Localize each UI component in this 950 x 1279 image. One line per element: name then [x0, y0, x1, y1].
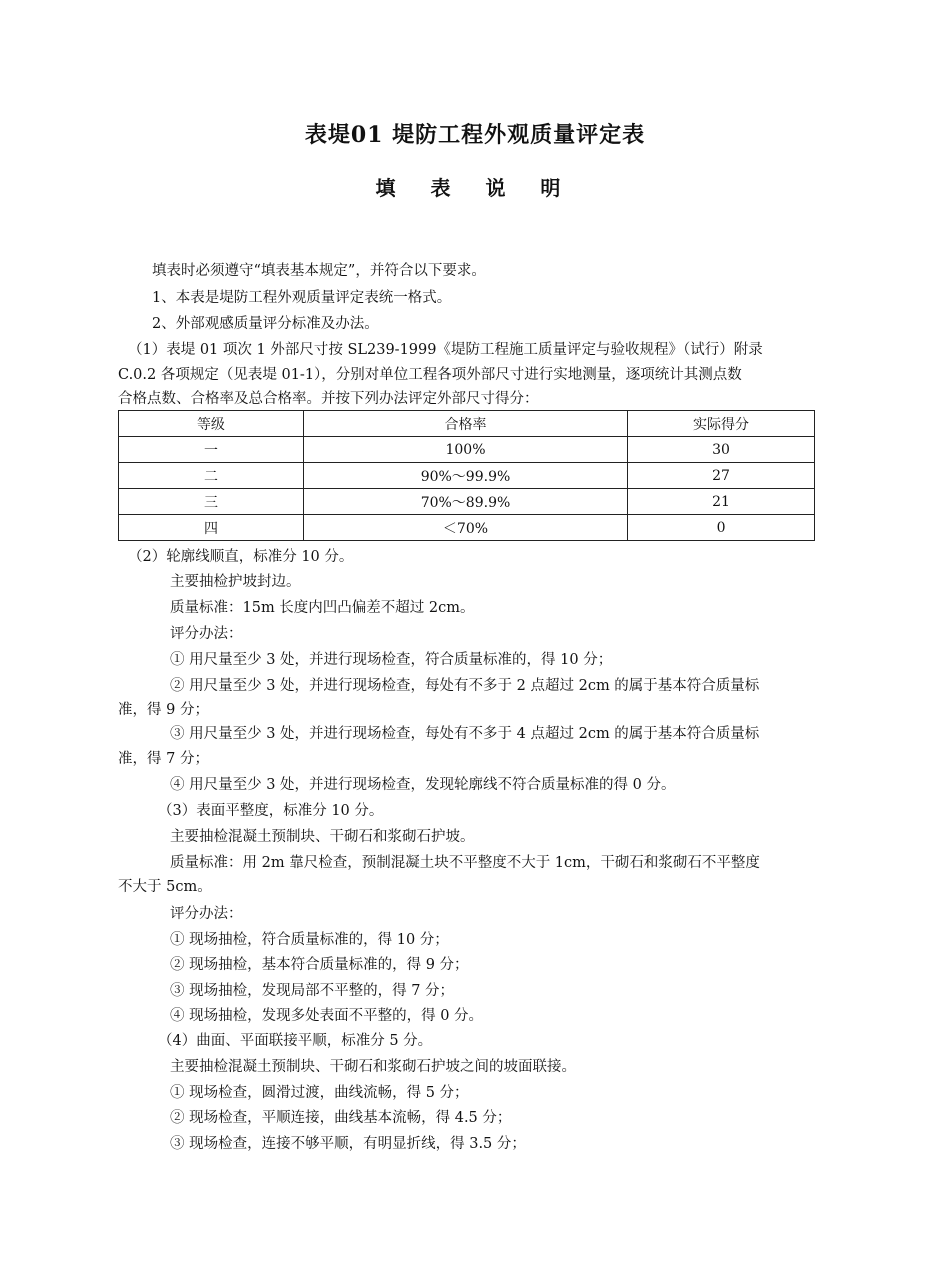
table-cell: 21 — [628, 489, 815, 515]
item2-line: 主要抽检护坡封边。 — [170, 574, 301, 590]
table-header: 实际得分 — [628, 411, 815, 437]
item3-line: 主要抽检混凝土预制块、干砌石和浆砌石护坡。 — [170, 829, 475, 845]
item3-line: 质量标准：用 2m 靠尺检查，预制混凝土块不平整度不大于 1cm，干砌石和浆砌石不平整度 — [170, 855, 760, 871]
table-cell: 四 — [119, 515, 304, 541]
table-cell: ＜70% — [303, 515, 627, 541]
table-cell: 100% — [303, 437, 627, 463]
document-title: 表堤01 堤防工程外观质量评定表 — [304, 122, 646, 148]
item2-line: ④ 用尺量至少 3 处，并进行现场检查，发现轮廓线不符合质量标准的得 0 分。 — [170, 777, 676, 793]
item2-line: 准，得 7 分； — [118, 751, 209, 767]
intro-line: 填表时必须遵守“填表基本规定”，并符合以下要求。 — [152, 263, 486, 279]
item1-line: C.0.2 各项规定（见表堤 01-1），分别对单位工程各项外部尺寸进行实地测量，逐项统计其测点数 — [118, 367, 742, 383]
item3-line: ① 现场抽检，符合质量标准的，得 10 分； — [170, 932, 449, 948]
table-header: 等级 — [119, 411, 304, 437]
item2-line: 评分办法： — [170, 626, 243, 642]
item4-line: ② 现场检查，平顺连接，曲线基本流畅，得 4.5 分； — [170, 1110, 512, 1126]
item4-line: ① 现场检查，圆滑过渡，曲线流畅，得 5 分； — [170, 1085, 469, 1101]
item3-line: 评分办法： — [170, 906, 243, 922]
table-cell: 90%～99.9% — [303, 463, 627, 489]
item3-line: ③ 现场抽检，发现局部不平整的，得 7 分； — [170, 983, 455, 999]
score-table — [118, 410, 815, 541]
table-row — [119, 489, 815, 515]
item4-line: （4）曲面、平面联接平顺，标准分 5 分。 — [158, 1033, 433, 1049]
table-cell: 27 — [628, 463, 815, 489]
table-cell: 30 — [628, 437, 815, 463]
table-cell: 0 — [628, 515, 815, 541]
item3-line: ② 现场抽检，基本符合质量标准的，得 9 分； — [170, 957, 469, 973]
table-header: 合格率 — [303, 411, 627, 437]
item4-line: 主要抽检混凝土预制块、干砌石和浆砌石护坡之间的坡面联接。 — [170, 1059, 576, 1075]
table-cell: 一 — [119, 437, 304, 463]
item1-line: （1）表堤 01 项次 1 外部尺寸按 SL239-1999《堤防工程施工质量评定与验收规程》（试行）附录 — [128, 342, 763, 358]
table-cell: 70%～89.9% — [303, 489, 627, 515]
item2-line: ② 用尺量至少 3 处，并进行现场检查，每处有不多于 2 点超过 2cm 的属于基本符合质量标 — [170, 678, 760, 694]
table-row — [119, 437, 815, 463]
item2-line: （2）轮廓线顺直，标准分 10 分。 — [128, 549, 354, 565]
item3-line: 不大于 5cm。 — [118, 879, 212, 895]
table-cell: 三 — [119, 489, 304, 515]
item2-line: ① 用尺量至少 3 处，并进行现场检查，符合质量标准的，得 10 分； — [170, 652, 613, 668]
table-header-row — [119, 411, 815, 437]
table-cell: 二 — [119, 463, 304, 489]
intro-line: 1、本表是堤防工程外观质量评定表统一格式。 — [152, 290, 452, 306]
item3-line: ④ 现场抽检，发现多处表面不平整的，得 0 分。 — [170, 1008, 484, 1024]
intro-line: 2、外部观感质量评分标准及办法。 — [152, 316, 379, 332]
item2-line: 准，得 9 分； — [118, 702, 209, 718]
table-row — [119, 515, 815, 541]
item1-line: 合格点数、合格率及总合格率。并按下列办法评定外部尺寸得分： — [118, 391, 539, 407]
item2-line: 质量标准：15m 长度内凹凸偏差不超过 2cm。 — [170, 600, 475, 616]
item3-line: （3）表面平整度，标准分 10 分。 — [158, 803, 384, 819]
table-row — [119, 463, 815, 489]
item2-line: ③ 用尺量至少 3 处，并进行现场检查，每处有不多于 4 点超过 2cm 的属于基本符合质量标 — [170, 726, 760, 742]
document-subtitle: 填 表 说 明 — [375, 176, 575, 200]
item4-line: ③ 现场检查，连接不够平顺，有明显折线，得 3.5 分； — [170, 1136, 526, 1152]
